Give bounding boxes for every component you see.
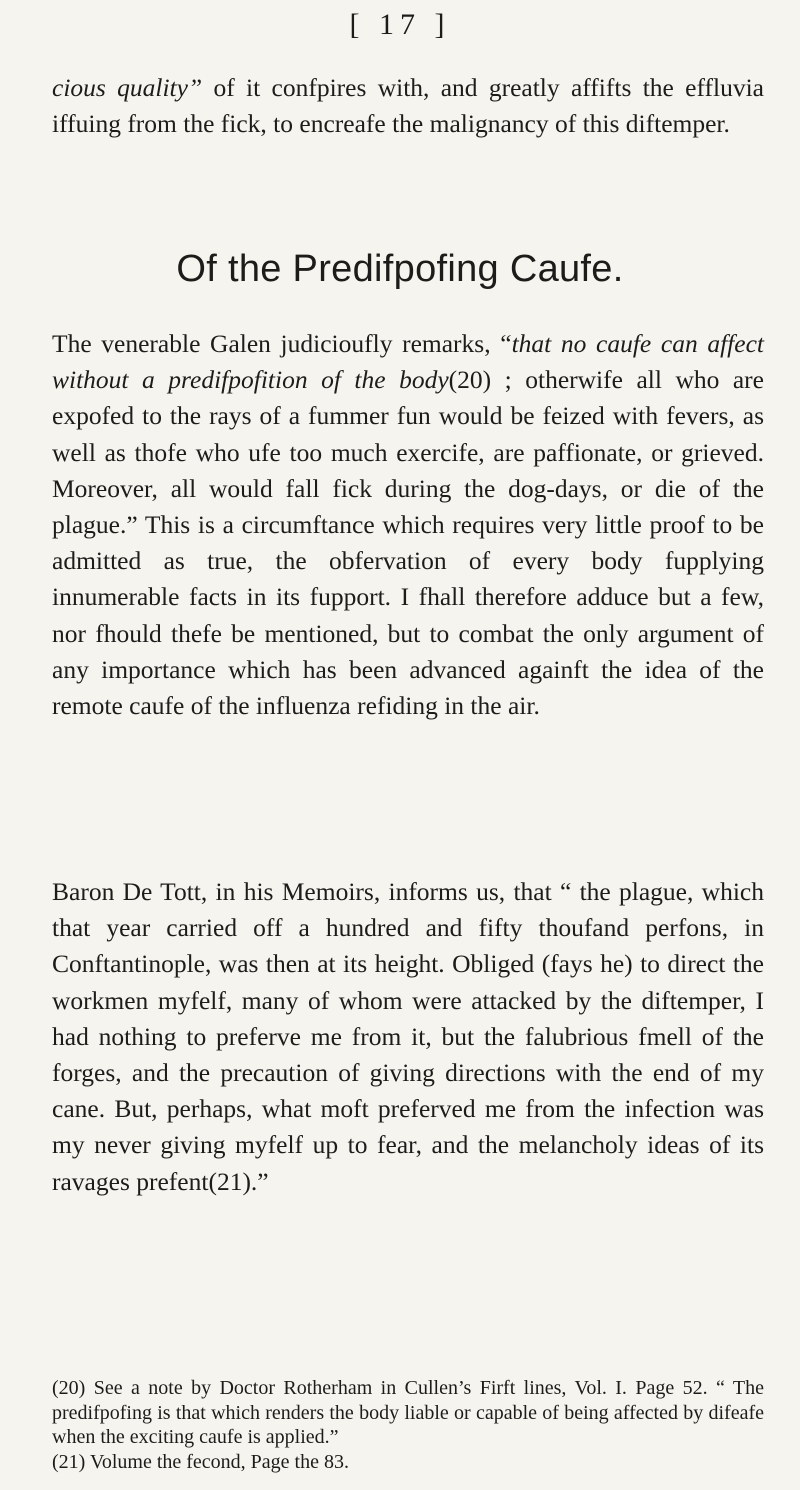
galen-quote: that no caufe can affect without a predifpofition of the body [52, 329, 764, 395]
paragraph-galen-rest: ; otherwife all who are expofed to the rays of a fummer fun would be feized with fevers, as well as thofe who ufe too much exercife, are paffionate, or grieved. Moreover, all would fall fick during the dog-days, or die of the plague.” This is a circumftance which requires very little proof to be admitted as true, the obfervation of every body fupplying innumerable facts in its fupport. I fhall therefore adduce but a few, nor fhould thefe be mentioned, but to combat the only argument of any importance which has been advanced againft the idea of the remote caufe of the influenza refiding in the air. [52, 365, 764, 721]
footnote-ref-20: (20) [448, 365, 492, 395]
footnotes [52, 1376, 764, 1474]
paragraph-galen [52, 326, 764, 724]
section-heading: Of the Predifpofing Caufe. [176, 248, 624, 290]
intro-italic-lead: cious quality” [52, 73, 203, 102]
paragraph-de-tott-text: Baron De Tott, in his Memoirs, informs us, that “ the plague, which that year carried off a hundred and fifty thoufand perfons, in Conftantinople, was then at its height. Obliged (fays he) to direct the workmen myfelf, many of whom were attacked by the diftemper, I had nothing to preferve me from it, but the falubrious fmell of the forges, and the precaution of giving directions with the end of my cane. But, perhaps, what moft preferved me from the infection was my never giving myfelf up to fear, and the melancholy ideas of its ravages prefent(21).” [52, 877, 764, 1196]
page-number: [ 17 ] [349, 8, 451, 41]
paragraph-de-tott [52, 874, 764, 1200]
paragraph-galen-lead: The venerable Galen judicioufly remarks, “ [52, 329, 512, 358]
intro-text: of it confpires with, and greatly affifts the effluvia iffuing from the fick, to encreafe the malignancy of this diftemper. [52, 73, 764, 139]
footnote-21: (21) Volume the fecond, Page the 83. [52, 1450, 349, 1473]
intro-paragraph [52, 70, 764, 142]
footnote-20: (20) See a note by Doctor Rotherham in Cullen’s Firft lines, Vol. I. Page 52. “ The predifpofing is that which renders the body liable or capable of being affected by difeafe when the exciting caufe is applied.” [52, 1377, 764, 1448]
